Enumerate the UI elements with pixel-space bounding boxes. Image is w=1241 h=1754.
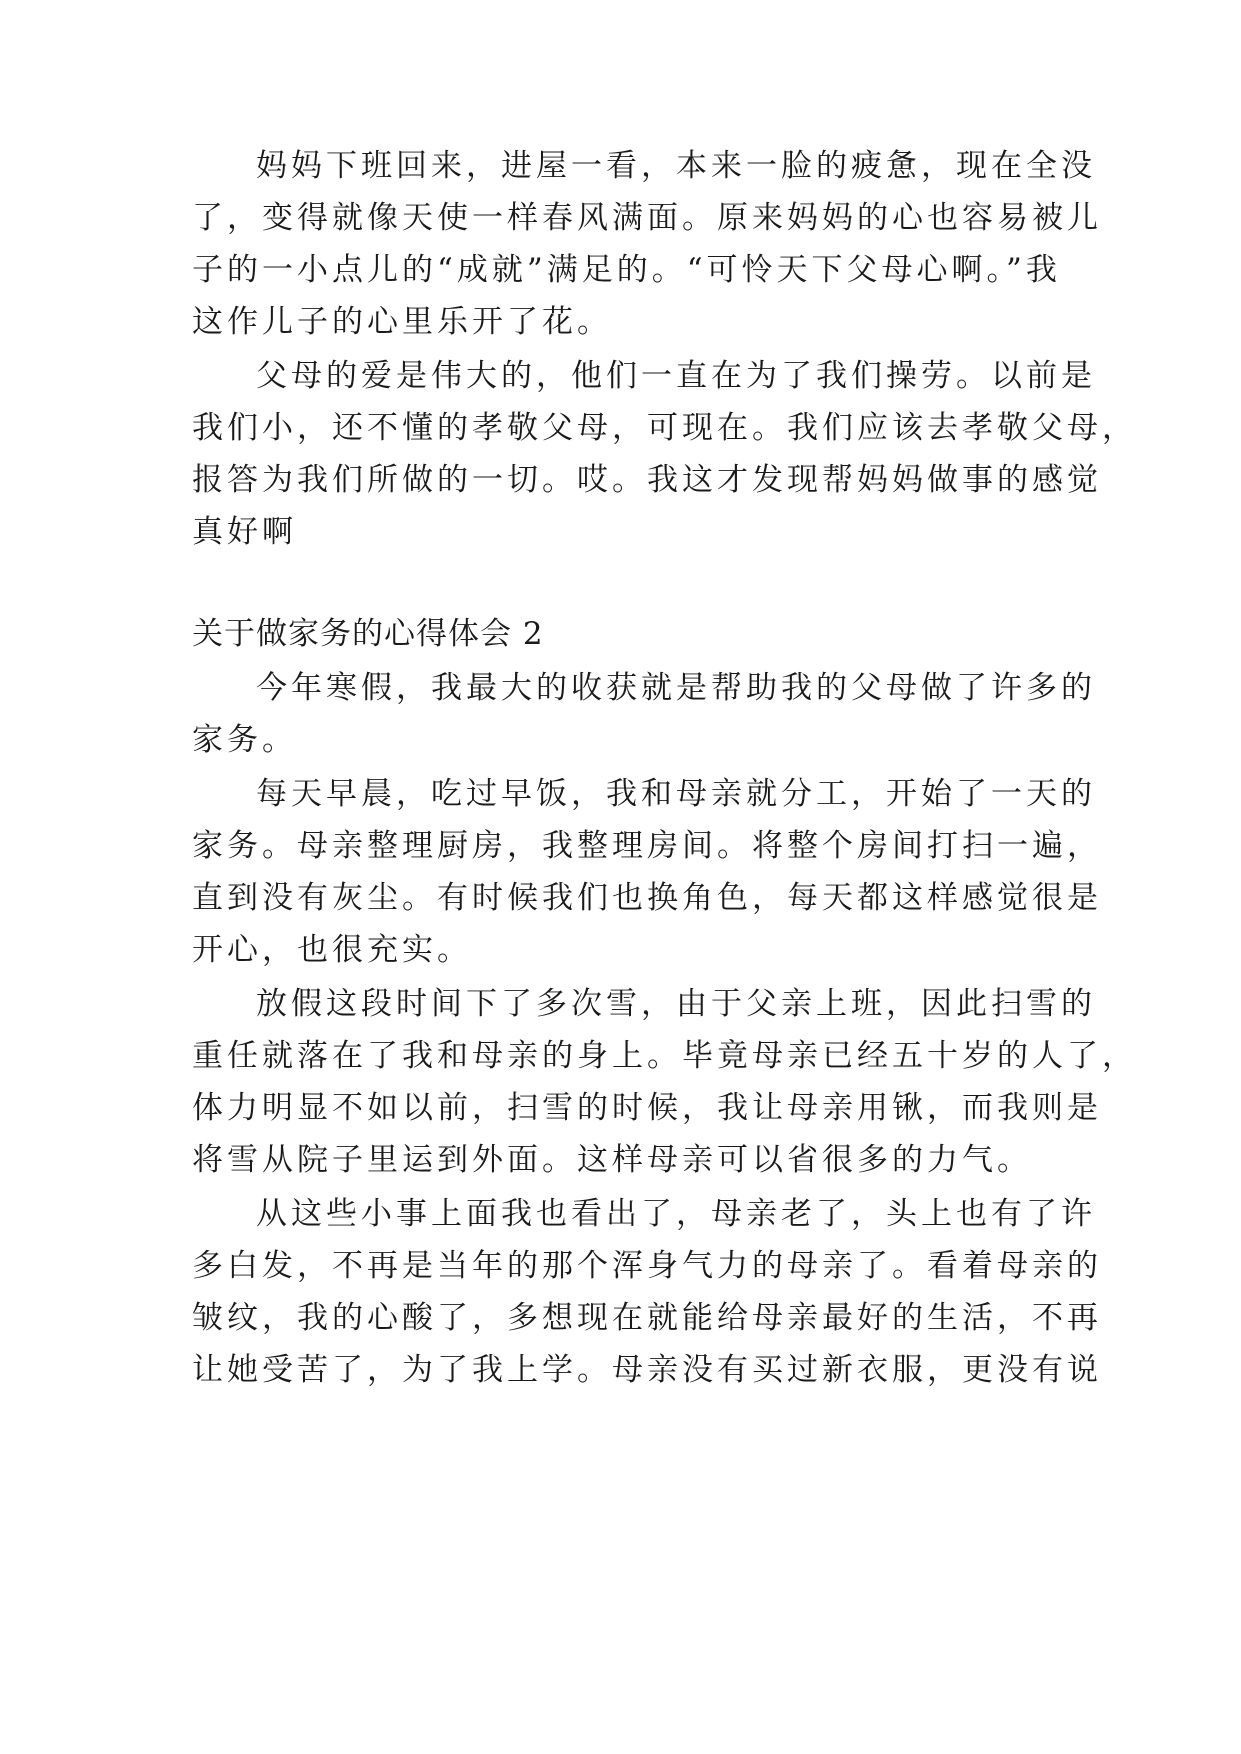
paragraph-line: 让她受苦了，为了我上学。母亲没有买过新衣服，更没有说 <box>192 1352 1102 1388</box>
paragraph-line: 父母的爱是伟大的，他们一直在为了我们操劳。以前是 <box>256 358 1096 394</box>
paragraph-line: 家务。 <box>192 722 297 758</box>
paragraph-line: 报答为我们所做的一切。哎。我这才发现帮妈妈做事的感觉 <box>192 462 1102 498</box>
paragraph-line: 子的一小点儿的“成就”满足的。“可怜天下父母心啊。”我 <box>192 252 1061 288</box>
paragraph-line: 体力明显不如以前，扫雪的时候，我让母亲用锹，而我则是 <box>192 1090 1102 1126</box>
paragraph-line: 将雪从院子里运到外面。这样母亲可以省很多的力气。 <box>192 1142 1032 1178</box>
paragraph-line: 重任就落在了我和母亲的身上。毕竟母亲已经五十岁的人了， <box>192 1038 1137 1074</box>
paragraph-line: 直到没有灰尘。有时候我们也换角色，每天都这样感觉很是 <box>192 880 1102 916</box>
paragraph-line: 每天早晨，吃过早饭，我和母亲就分工，开始了一天的 <box>256 776 1096 812</box>
paragraph-line: 这作儿子的心里乐开了花。 <box>192 304 612 340</box>
paragraph-line: 真好啊 <box>192 514 297 550</box>
paragraph-line: 妈妈下班回来，进屋一看，本来一脸的疲惫，现在全没 <box>256 148 1096 184</box>
paragraph-line: 开心，也很充实。 <box>192 932 472 968</box>
paragraph-line: 放假这段时间下了多次雪，由于父亲上班，因此扫雪的 <box>256 986 1096 1022</box>
paragraph-line: 今年寒假，我最大的收获就是帮助我的父母做了许多的 <box>256 670 1096 706</box>
paragraph-line: 从这些小事上面我也看出了，母亲老了，头上也有了许 <box>256 1196 1096 1232</box>
paragraph-line: 皱纹，我的心酸了，多想现在就能给母亲最好的生活，不再 <box>192 1300 1102 1336</box>
paragraph-line: 我们小，还不懂的孝敬父母，可现在。我们应该去孝敬父母， <box>192 410 1137 446</box>
paragraph-line: 家务。母亲整理厨房，我整理房间。将整个房间打扫一遍， <box>192 828 1102 864</box>
paragraph-line: 多白发，不再是当年的那个浑身气力的母亲了。看着母亲的 <box>192 1248 1102 1284</box>
paragraph-line: 了，变得就像天使一样春风满面。原来妈妈的心也容易被儿 <box>192 200 1102 236</box>
section-heading: 关于做家务的心得体会 2 <box>192 616 544 652</box>
